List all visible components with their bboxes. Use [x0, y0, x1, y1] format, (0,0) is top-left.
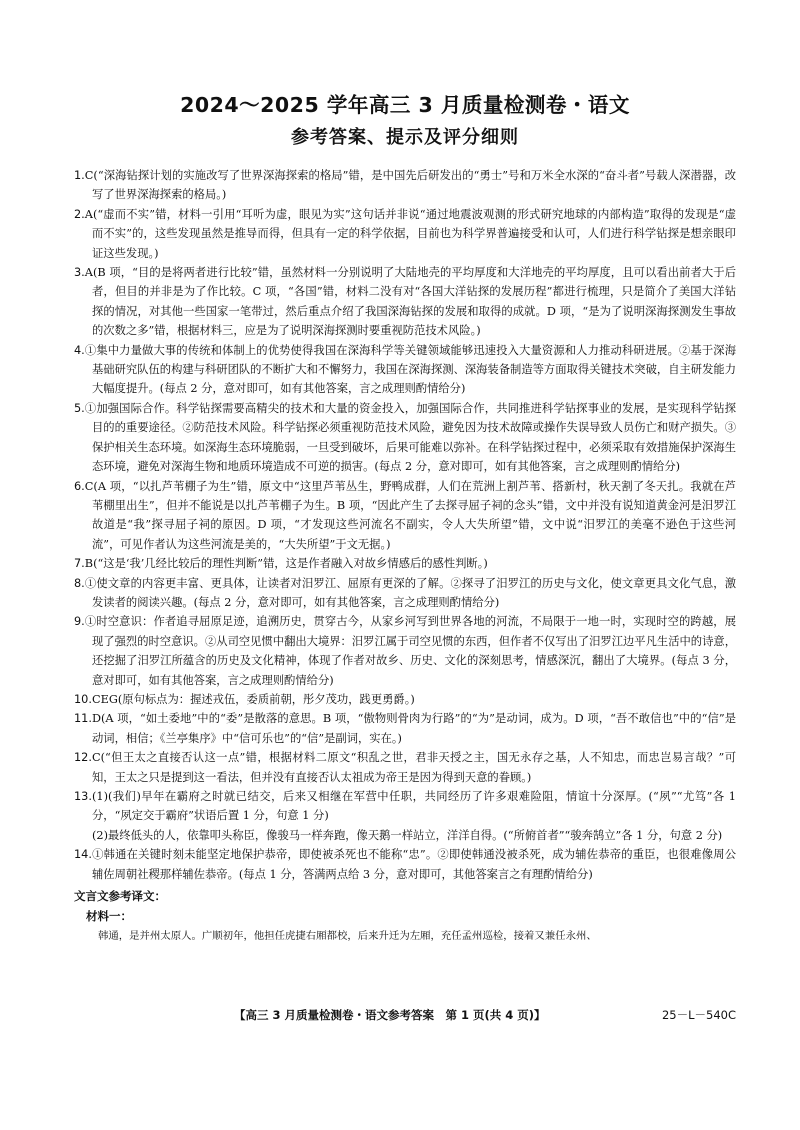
answer-text: A(B 项，“目的是将两者进行比较”错，虽然材料一分别说明了大陆地壳的平均厚度和大洋地壳的平均厚度，且可以看出前者大于后者，但目的并非是为了作比较。C 项，“各国”错，材料二没有对“各国大洋钻探的发展历程”都进行梳理，只是简介了美国大洋钻探的情况，对其他一些国家一笔带过，然后重点介绍了我国深海钻探的发展和取得的成就。D 项，“是为了说明深海探测发生事故的次数之多”错，根据材料三，应是为了说明深海探测时要重视防范技术风险。) — [84, 266, 736, 338]
answer-item — [74, 612, 736, 690]
answer-item — [74, 205, 736, 263]
answer-text: C(“深海钻探计划的实施改写了世界深海探索的格局”错，是中国先后研发出的“勇士”号和万米全水深的“奋斗者”号载人深潜器，改写了世界深海探索的格局。) — [84, 169, 736, 202]
answer-number: 9. — [74, 615, 85, 629]
page-subtitle: 参考答案、提示及评分细则 — [291, 127, 519, 148]
answer-number: 6. — [74, 479, 85, 493]
answer-text: C(A 项，“以扎芦苇棚子为生”错，原文中“这里芦苇丛生，野鸭成群，人们在荒洲上割芦苇、搭新村，秋天割了冬天扎。我就在芦苇棚里出生”，但并不能说是以扎芦苇棚子为生。B 项，“因此产生了去探寻屈子祠的念头”错，文中并没有说知道黄金河是汨罗江故道是“我”探寻屈子祠的原因。D 项，“才发现这些河流名不副实，令人大失所望”错，文中说“汨罗江的美毫不逊色于这些河流”，可见作者认为这些河流是美的，“大失所望”于文无据。) — [84, 479, 736, 551]
answer-item — [74, 477, 736, 555]
answer-number: 8. — [74, 576, 85, 590]
answer-text: (1)(我们)早年在霸府之时就已结交，后来又相继在军营中任职，共同经历了许多艰难险阻，情谊十分深厚。(“夙”“尤笃”各 1 分，“夙定交于霸府”状语后置 1 分，句意 1 分) — [91, 790, 736, 823]
answer-number: 5. — [74, 401, 85, 415]
page-footer — [74, 1005, 736, 1025]
answer-text: ①韩通在关键时刻未能坚定地保护恭帝，即使被杀死也不能称“忠”。②即使韩通没被杀死，成为辅佐恭帝的重臣，也很难像周公辅佐周朝社稷那样辅佐恭帝。(每点 1 分，答满两点给 3 分，意对即可，其他答案言之有理酌情给分) — [91, 848, 736, 881]
answer-item — [74, 845, 736, 884]
answer-text: ①加强国际合作。科学钻探需要高精尖的技术和大量的资金投入，加强国际合作，共同推进科学钻探事业的发展，是实现科学钻探目的的重要途径。②防范技术风险。科学钻探必须重视防范技术风险，避免因为技术故障或操作失误导致人员伤亡和财产损失。③保护相关生态环境。如深海生态环境脆弱，一旦受到破坏，后果可能难以弥补。在科学钻探过程中，必须采取有效措施保护深海生态环境，避免对深海生物和地质环境造成不可逆的损害。(每点 2 分，意对即可，如有其他答案，言之成理则酌情给分) — [84, 401, 736, 474]
answer-item — [74, 826, 736, 845]
answer-list — [74, 166, 736, 884]
translation-heading: 文言文参考译文： — [74, 889, 166, 904]
footer-page-info: 【高三 3 月质量检测卷・语文参考答案 第 1 页(共 4 页)】 — [234, 1008, 546, 1022]
answer-number: 2. — [74, 207, 85, 221]
answer-number: 13. — [74, 790, 92, 803]
translation-text: 韩通，是并州太原人。广顺初年，他担任虎捷右厢都校，后来升迁为左厢，充任孟州巡检，接着又兼任永州、 — [98, 930, 597, 943]
answer-item — [74, 748, 736, 787]
footer-code: 25－L－540C — [661, 1008, 736, 1022]
answer-item — [74, 341, 736, 399]
answer-item — [74, 399, 736, 477]
answer-number: 3. — [74, 266, 85, 280]
answer-number: 4. — [74, 343, 85, 357]
answer-text: ①时空意识：作者追寻屈原足迹，追溯历史，贯穿古今，从家乡河写到世界各地的河流，不局限于一地一时，实现时空的跨越，展现了强烈的时空意识。②从司空见惯中翻出大境界：汨罗江属于司空见惯的东西，但作者不仅写出了汨罗江边平凡生活中的诗意，还挖掘了汨罗江所蕴含的历史及文化精神，体现了作者对故乡、历史、文化的深刻思考，情感深沉，翻出了大境界。(每点 3 分，意对即可，如有其他答案，言之成理则酌情给分) — [84, 615, 736, 687]
answer-text: ①集中力量做大事的传统和体制上的优势使得我国在深海科学等关键领域能够迅速投入大量资源和人力推动科研进展。②基于深海基础研究队伍的构建与科研团队的不断扩大和不懈努力，我国在深海探测、深海装备制造等方面取得关键技术突破，自主研发能力大幅度提升。(每点 2 分，意对即可，如有其他答案，言之成理则酌情给分) — [84, 343, 736, 396]
answer-item — [74, 263, 736, 341]
material-label: 材料一： — [86, 909, 132, 924]
answer-text: (2)最终低头的人，依靠叩头称臣，像骏马一样奔跑，像天鹅一样站立，洋洋自得。(“所俯首者”“骏奔鹄立”各 1 分，句意 2 分) — [92, 828, 723, 842]
answer-item — [74, 787, 736, 826]
page-title: 2024～2025 学年高三 3 月质量检测卷・语文 — [180, 93, 630, 117]
answer-number: 10. — [74, 692, 92, 706]
answer-number: 14. — [74, 848, 92, 862]
answer-item — [74, 574, 736, 613]
answer-number: 12. — [74, 751, 92, 765]
answer-text: C(“但王太之直接否认这一点”错，根据材料二原文“积乱之世，君非天授之主，国无永存之基，人不知忠，而忠岂易言哉？”可知，王太之只是提到这一看法，但并没有直接否认太祖成为帝王是因为得到天意的眷顾。) — [91, 751, 736, 784]
answer-number: 1. — [74, 169, 85, 182]
answer-text: B(“这是‘我’几经比较后的理性判断”错，这是作者融入对故乡情感后的感性判断。) — [84, 557, 488, 571]
answer-number: 7. — [74, 557, 85, 571]
answer-item — [74, 166, 736, 205]
answer-text: A(“虚而不实”错，材料一引用“耳听为虚，眼见为实”这句话并非说“通过地震波观测的形式研究地球的内部构造”取得的发现是“虚而不实”的，这些发现虽然是推导而得，但具有一定的科学依据，目前也为科学界普遍接受和认可，人们进行科学钻探是想亲眼印证这些发现。) — [84, 207, 736, 260]
answer-number: 11. — [74, 712, 92, 726]
answer-item — [74, 709, 736, 748]
answer-text: D(A 项，“如土委地”中的“委”是散落的意思。B 项，“傲物则骨肉为行路”的“为”是动词，成为。D 项，“吾不敢信也”中的“信”是动词，相信；《兰亭集序》中“信可乐也”的“信”是副词，实在。) — [91, 712, 736, 745]
answer-item — [74, 690, 736, 709]
answer-item — [74, 554, 736, 573]
answer-text: ①使文章的内容更丰富、更具体，让读者对汨罗江、屈原有更深的了解。②探寻了汨罗江的历史与文化，使文章更具文化气息，激发读者的阅读兴趣。(每点 2 分，意对即可，如有其他答案，言之成理则酌情给分) — [84, 576, 736, 609]
answer-text: CEG(原句标点为：握述戎伍，委质前朝，彤夕茂功，践更勇爵。) — [91, 692, 415, 706]
